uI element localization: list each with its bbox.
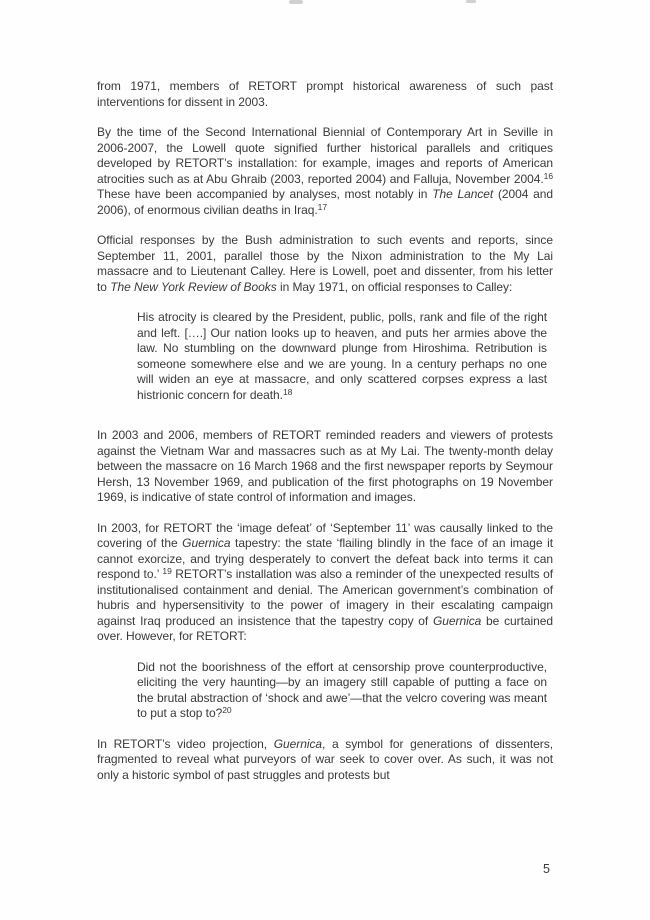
text-segment: from 1971, members of RETORT prompt historical awareness of such past interventions for dissent in 2003. bbox=[97, 79, 553, 109]
text-segment: In 2003 and 2006, members of RETORT reminded readers and viewers of protests against the Vietnam War and massacres such as at My Lai. The twenty-month delay between the massacre on 16 March 1968 and the first newspaper reports by Seymour Hersh, 13 November 1969, and publication of the first photographs on 19 November 1969, is indicative of state control of information and images. bbox=[97, 428, 553, 504]
block-quote bbox=[137, 660, 547, 722]
block-quote bbox=[137, 310, 547, 403]
document-content bbox=[97, 79, 553, 798]
paragraph bbox=[97, 79, 553, 110]
text-segment: His atrocity is cleared by the President, public, polls, rank and file of the right and left. [….] Our nation looks up to heaven, and puts her armies above the law. No stumbling on the downward plunge from Hiroshima. Retribution is someone somewhere else and we are young. In a century perhaps no one will widen an eye at massacre, and only scattered corpses express a last histrionic concern for death. bbox=[137, 310, 547, 402]
footnote-reference: 20 bbox=[222, 705, 232, 715]
footnote-reference: 16 bbox=[543, 170, 553, 181]
text-segment: Guernica bbox=[273, 736, 323, 751]
text-segment: The New York Review of Books bbox=[110, 279, 277, 294]
footnote-reference: 19 bbox=[162, 566, 172, 576]
text-segment: tapestry: the state ‘flailing blindly in the face of an image it cannot exorcize, and trying desperately to convert the defeat back into terms it can respond to.’ bbox=[97, 536, 553, 581]
paragraph bbox=[97, 521, 553, 645]
text-segment: be curtained over. However, for RETORT: bbox=[97, 613, 553, 643]
scan-artifact bbox=[289, 0, 303, 4]
text-segment: Guernica bbox=[432, 613, 482, 628]
text-segment: The Lancet bbox=[432, 187, 494, 201]
text-segment: RETORT’s installation was also a reminder of the unexpected results of institutionalised containment and denial. The American government’s combination of hubris and hypersensitivity to the power of imagery in their escalating campaign against Iraq produced an insistence that the tapestry copy of bbox=[97, 567, 553, 628]
page-number: 5 bbox=[543, 862, 550, 876]
footnote-reference: 18 bbox=[282, 386, 293, 397]
text-segment: These have been accompanied by analyses, most notably in bbox=[97, 187, 433, 201]
text-segment: In RETORT’s video projection, bbox=[97, 736, 274, 751]
scan-artifact bbox=[466, 0, 476, 3]
paragraph bbox=[97, 428, 553, 506]
text-segment: (2004 and 2006), of enormous civilian deaths in Iraq. bbox=[97, 187, 554, 217]
text-segment: Official responses by the Bush administration to such events and reports, since September 11, 2001, parallel those by the Nixon administration to the My Lai massacre and to Lieutenant Calley. Here is Lowell, poet and dissenter, from his letter to bbox=[97, 233, 553, 294]
text-segment: In 2003, for RETORT the ‘image defeat’ of ‘September 11’ was causally linked to the covering of the bbox=[97, 520, 553, 550]
paragraph bbox=[97, 737, 553, 784]
text-segment: , a symbol for generations of dissenters, fragmented to reveal what purveyors of war seek to cover over. As such, it was not only a historic symbol of past struggles and protests but bbox=[97, 736, 553, 782]
text-segment: Did not the boorishness of the effort at censorship prove counterproductive, eliciting the very haunting—by an imagery still capable of putting a face on the brutal abstraction of ‘shock and awe’—that the velcro covering was meant to put a stop to? bbox=[137, 659, 547, 720]
text-segment: Guernica bbox=[182, 536, 231, 550]
footnote-reference: 17 bbox=[317, 201, 328, 212]
text-segment: in May 1971, on official responses to Calley: bbox=[276, 279, 513, 294]
text-segment: By the time of the Second International Biennial of Contemporary Art in Seville in 2006-2007, the Lowell quote signified further historical parallels and critiques developed by RETORT’s installation: for example, images and reports of American atrocities such as at Abu Ghraib (2003, reported 2004) and Falluja, November 2004. bbox=[97, 125, 553, 186]
paragraph bbox=[97, 233, 553, 295]
paragraph bbox=[97, 125, 553, 218]
